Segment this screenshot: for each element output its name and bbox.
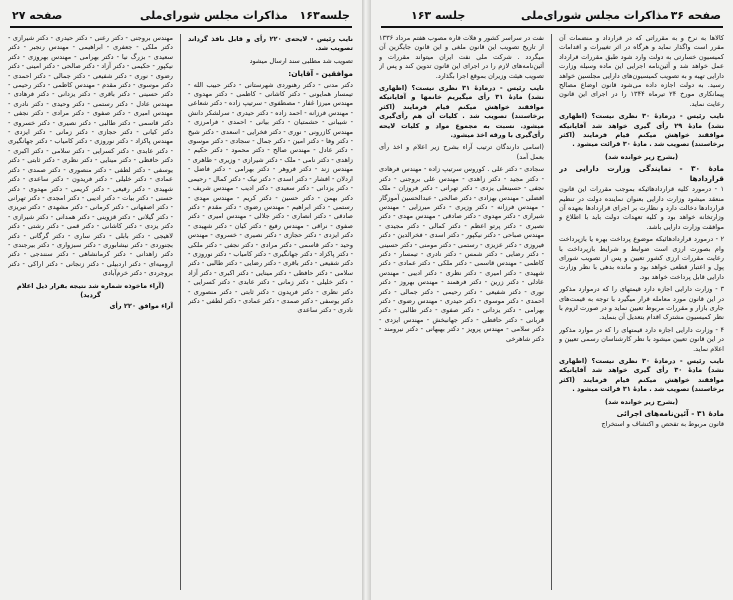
right-page: [371, 0, 733, 600]
text-paragraph: ۴ - وزارت دارایی اجازه دارد قیمتهای را که در موارد مذکور در این قانون تعیین میشود با نظر کارشناسان رسمی تعیین و اعلام نماید.: [559, 325, 724, 353]
text-paragraph: ۳ - وزارت دارایی اجازه دارد قیمتهای را که درموارد مذکور در این قانون مورد معامله قرار میگیرد با توجه به قیمت‌های جاری بازار و مقررات مربوط تعیین نماید و در صورت لزوم با نظر کمیسیون مشترک اقدام بتعدیل آن بنماید.: [559, 285, 724, 322]
section-heading: موافقین - آقایان:: [288, 69, 353, 79]
left-page-title: مذاکرات مجلس شورای‌ملی: [140, 9, 288, 22]
text-paragraph: دکتر مدنی - دکتر رهنوردی شهرستانی - دکتر حبیب الله - تیمسار همایونی - دکتر کاشانی - کاظمی - دکتر مهدوی - مهندس میرزا غفار - مصطفوی - سرتیپ زاده - دکتر شعاعی - مهندس فرزانه - احمد زاده - دکتر حیدری - سرلشکر دانش - شیبانی - حشمتیان - دکتر بیانی - احمدی - فرامرزی - مهندس کازرونی - نوری - دکتر فخرایی - اسعدی - دکتر شیخ - دکتر وفا - دکتر امین - دکتر جمال - سجادی - دکتر موسوی - دکتر عادل - مهندس صالح - دکتر محمود - دکتر حکیم - زاهدی - دکتر نامی - ملک - دکتر شیرازی - وزیری - طاهری - مهندس زند - دکتر فروهر - دکتر بهرامی - دکتر فاضل - اردلان - افشار - دکتر اسدی - دکتر نیک - دکتر کمال - رحیمی - دکتر یزدانی - دکتر سعیدی - دکتر ادیب - مهندس شریف - دکتر بهمن - دکتر حسین - دکتر کریم - مهندس مهدی - رستمی - دکتر ابراهیم - مهندس رضوی - دکتر مقدم - دکتر صادقی - دکتر انصاری - دکتر جلالی - مهندس امیری - دکتر صفوی - نراقی - مهندس رفیع - دکتر کیان - دکتر شهیدی - دکتر ایزدی - دکتر حجازی - دکتر نصیری - خسروی - مهندس وحید - دکتر قاسمی - دکتر مرادی - دکتر نجفی - دکتر ملکی - دکتر پاکزاد - دکتر جهانگیری - دکتر کامیاب - دکتر نوروزی - دکتر شفیعی - دکتر باقری - دکتر رضایی - دکتر طالبی - دکتر سلامی - دکتر حافظی - دکتر مینایی - دکتر اکبری - دکتر آزاد - دکتر خلیلی - دکتر زمانی - دکتر عابدی - دکتر کسرایی - دکتر نظری - دکتر فریدون - دکتر ثابتی - دکتر منصوری - دکتر یوسفی - دکتر صمدی - دکتر عمادی - دکتر لطفی - دکتر نادری - دکتر ساعدی: [188, 80, 353, 315]
right-page-column-right: [559, 34, 724, 590]
right-page-header: [381, 6, 723, 28]
centered-note: (بشرح زیر خوانده شد): [605, 152, 678, 161]
left-page-header: [10, 6, 352, 28]
vote-result: آراء موافق ۲۲۰ رأی: [109, 302, 173, 311]
column-divider: [551, 34, 552, 590]
right-page-title: مذاکرات مجلس شورای‌ملی: [521, 9, 669, 22]
centered-note: (بشرح زیر خوانده شد): [605, 397, 678, 406]
text-paragraph: قانون مربوط به تفحص و اکتشاف و استخراج: [601, 420, 724, 429]
section-heading: مادۀ ۳۰ - نمایندگی وزارت دارایی در قراردادها: [559, 164, 724, 183]
column-divider: [180, 34, 181, 590]
text-paragraph: نفت در سراسر کشور و فلات قاره مصوب هفتم مرداد ۱۳۳۶ از تاریخ تصویب این قانون ملغی و این قانون جایگزین آن میگردد . شرکت ملی نفت ایران میتواند مقررات و آئین‌نامه‌های لازم را در اجرای این قانون تدوین کند و پس از تصویب هیئت وزیران بموقع اجرا بگذارد.: [379, 34, 544, 80]
left-page-session: جلسه۱۶۳: [299, 9, 350, 22]
text-paragraph: تصویب شد مطلبی سند ارسال میشود: [249, 56, 353, 65]
speaker-paragraph: نایب رئیس - درمادۀ ۳۱ نظری نیست؟ (اظهاری نشد) مادۀ ۳۱ رأی میگیریم خانمها و آقایانیکه موافقند خواهش میکنم قیام فرمایند (اکثر برخاستند) تصویب شد . کلیات آن هم رأی‌گیری میشود. نسبت به مجموع مواد و کلیات لایحه رأی‌گیری با ورقه اخذ میشود.: [379, 84, 544, 140]
left-page-number: صفحه ۲۷: [12, 9, 63, 22]
speaker-paragraph: نایب رئیس - درمادۀ ۳۰ نظری نیست؟ (اظهاری نشد) مادۀ ۳۰ رأی گیری خواهد شد آقایانیکه موافقند خواهش میکنم قیام فرمایند (اکثر برخاستند) تصویب شد . مادۀ ۳۱ قرائت میشود .: [559, 357, 724, 394]
text-paragraph: کالاها به نرخ و به مقرراتی که در قرارداد و منضمات آن مقرر است واگذار نماید و هرگاه در اثر تغییرات و اقدامات کمیسیون خسارتی به دولت وارد شود طبق مقررات قرارداد عمل خواهد شد و آئین‌نامه اجرایی این ماده وسیله وزارت دارایی تهیه و به تصویب کمیسیون‌های دارایی مجلسین خواهد رسید. به دولت اجازه داده می‌شود قانون اوضاع مصالح پیمانکاری مورخ ۲۴ تیرماه ۱۳۴۴ را در اجرای این قانون رعایت نماید.: [559, 34, 724, 108]
left-page-column-right: [188, 34, 353, 590]
left-page: [0, 0, 363, 600]
centered-note: (آراء ماخوذه شماره شد نتیجه بقرار ذیل اعلام گردید): [16, 281, 165, 299]
left-page-column-left: [8, 34, 173, 590]
right-page-column-left: [379, 34, 544, 590]
text-paragraph: مهندس بروجنی - دکتر رعنی - دکتر حیدری - دکتر شیرازی - دکتر ملکی - جعفری - ابراهیمی - مهندس رنجبر - دکتر سعیدی - بزرگ نیا - دکتر بهرامی - مهندس بهروزی - دکتر نیکپور - حکیمی - دکتر آزاد - دکتر صالحی - دکتر امینی - دکتر رضوی - نوری - دکتر شفیعی - دکتر جمالی - دکتر احمدی - دکتر موسوی - دکتر مقدم - مهندس کاظمی - دکتر رحیمی - دکتر حسینی - دکتر باقری - دکتر یزدانی - دکتر فرهادی - مهندس عادل - دکتر رستمی - دکتر وحیدی - دکتر نادری - مهندس امیری - دکتر صفوی - دکتر مرادی - دکتر نجفی - دکتر قاسمی - دکتر طالبی - دکتر نصیری - دکتر خسروی - دکتر کیانی - دکتر حجازی - دکتر زمانی - دکتر ایزدی - مهندس پاکزاد - دکتر نوروزی - دکتر کامیاب - دکتر جهانگیری - دکتر عابدی - دکتر کسرایی - دکتر سلامی - دکتر اکبری - دکتر حافظی - دکتر مینایی - دکتر نظری - دکتر ثابتی - دکتر یوسفی - دکتر لطفی - دکتر منصوری - دکتر صمدی - دکتر عمادی - دکتر خلیلی - دکتر فریدون - دکتر ساعدی - دکتر شهیدی - دکتر رفیعی - دکتر کریمی - دکتر مهدوی - دکتر حسنی - دکتر بیات - دکتر ادیبی - دکتر امجدی - دکتر تهرانی - دکتر اصفهانی - دکتر کرمانی - دکتر مشهدی - دکتر تبریزی - دکتر گیلانی - دکتر قزوینی - دکتر همدانی - دکتر شیرازی - دکتر یزدی - دکتر کاشانی - دکتر قمی - دکتر رشتی - دکتر لاهیجی - دکتر بابلی - دکتر ساری - دکتر گرگانی - دکتر بجنوردی - دکتر نیشابوری - دکتر سبزواری - دکتر بیرجندی - دکتر زاهدانی - دکتر کرمانشاهی - دکتر سنندجی - دکتر ارومیه‌ای - دکتر اردبیلی - دکتر زنجانی - دکتر اراکی - دکتر بروجردی - دکتر خرم‌آبادی: [8, 34, 173, 278]
speaker-paragraph: نایب رئیس - درمادۀ ۳۰ نظری نیست؟ (اظهاری نشد) مادۀ ۲۹ رأی گیری خواهد شد آقایانیکه موافقند خواهش میکنم قیام فرمایند (اکثر برخاستند) تصویب شد . مادۀ ۳۰ قرائت میشود .: [559, 112, 724, 149]
section-heading: مادۀ ۳۱ - آئین‌نامه‌های اجرائی: [616, 409, 724, 419]
text-paragraph: ۲ - درمورد قراردادهائیکه موضوع پرداخت بهره یا بازپرداخت وام بصورت ارزی است ضوابط و شرایط بازپرداخت با رعایت مقررات ارزی کشور تعیین و پس از تصویب شورای پول و اعتبار قطعی خواهد بود و مانده بدهی با نظر وزارت دارایی قابل پرداخت خواهد بود.: [559, 235, 724, 281]
right-page-session: جلسه ۱۶۳: [411, 9, 466, 22]
speaker-paragraph: نایب رئیس - لایحه‌ی ۲۲۰ رأی و قابل نافذ گرداند تصویب شد.: [188, 35, 353, 53]
right-page-number: صفحه ۳۶: [670, 9, 721, 22]
text-paragraph: (اسامی دارندگان ترتیب آراء بشرح زیر اعلام و اخذ رأی بعمل آمد): [379, 143, 544, 161]
book-gutter: [362, 0, 371, 600]
text-paragraph: ۱ - درمورد کلیه قراردادهائیکه بموجب مقررات این قانون منعقد میشود وزارت دارایی بعنوان نماینده دولت در تنظیم قراردادها دخالت دارد و نظارت بر اجرای قراردادها بعهده آن وزارتخانه خواهد بود و کلیه تعهدات دولت باید با اطلاع و موافقت وزارت دارایی باشد.: [559, 185, 724, 231]
text-paragraph: سجادی - دکتر علی . کوروس سرتیپ زاده - مهندس فرهادی - دکتر مجید - دکتر زاهدی - مهندس علی بروجنی - دکتر نجفی - حسینعلی یزدی - دکتر تهرانی - دکتر فروزان - ملک افضلی - مهندس بهزادی - دکتر صالحی - عبدالحسین آموزگار - مهندس فرزانه - دکتر وزیری - دکتر میرزایی - مهندس شیرازی - دکتر مهدوی - دکتر صادقی - مهندس مهدی - دکتر نصیری - دکتر پرتو اعظم - دکتر کمالی - دکتر مجیدی - مهندس صباحی - دکتر نیکپور - دکتر اسدی - فخرالدین - دکتر فیروزی - دکتر عزیزی - رستمی - دکتر مومنی - دکتر حسینی - دکتر رضایی - دکتر شمس - دکتر نادری - تیمسار - دکتر کاظمی - مهندس قاسمی - دکتر ملکی - دکتر عمادی - دکتر شهیدی - دکتر امیری - دکتر نظری - دکتر ادیبی - مهندس عادلی - دکتر زرین - دکتر فرهمند - مهندس بهروز - دکتر نوری - دکتر شفیعی - دکتر رحیمی - دکتر جمالی - دکتر احمدی - دکتر موسوی - دکتر حیدری - مهندس رضوی - دکتر بهرامی - دکتر یزدانی - دکتر صفوی - دکتر طالبی - دکتر قربانی - دکتر حافظی - دکتر جهانبخش - مهندس ایزدی - دکتر سلامی - مهندس پرویز - دکتر بهبهانی - دکتر نیرومند - دکتر شاهرخی: [379, 165, 544, 343]
